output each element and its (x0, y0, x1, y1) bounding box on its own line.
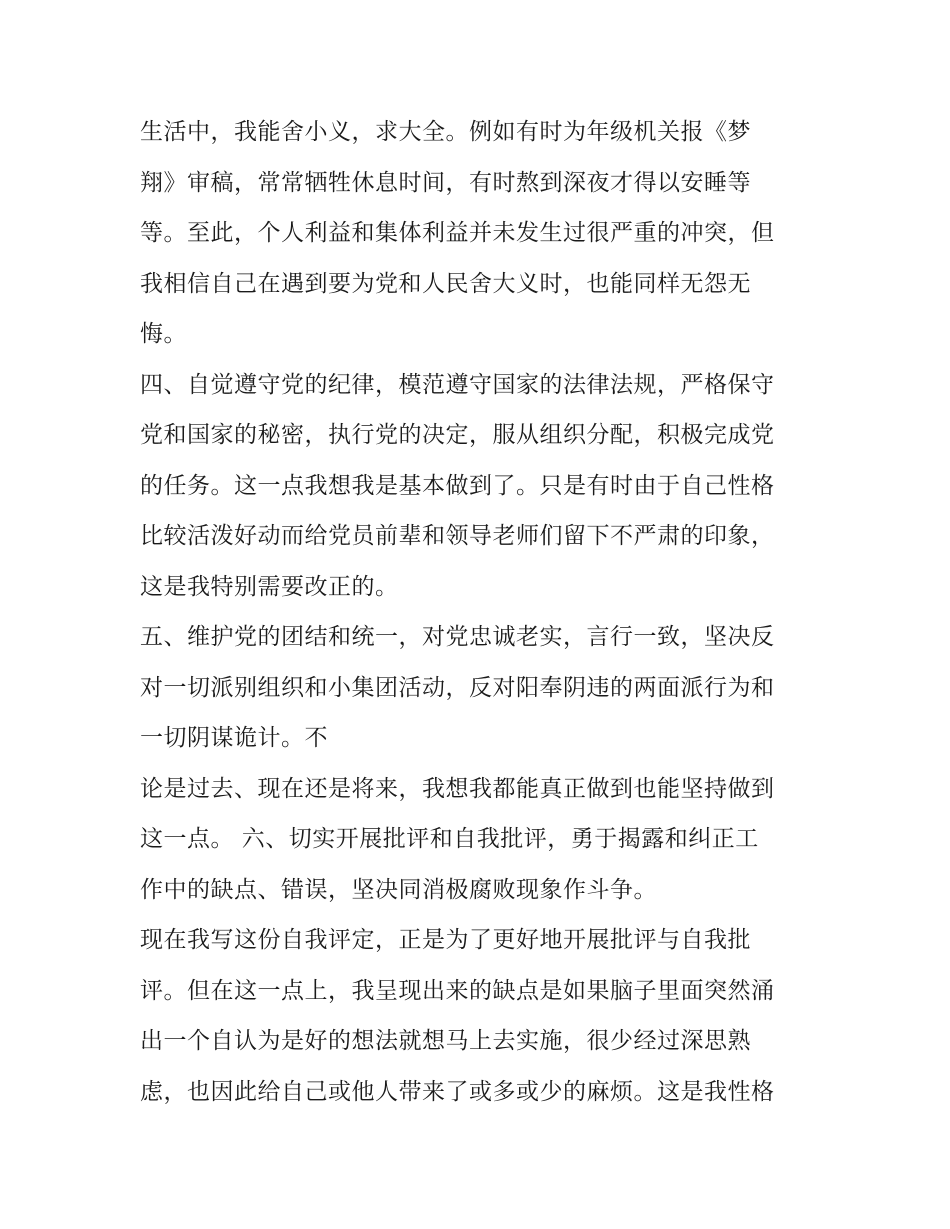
text-line: 一切阴谋诡计。不 (140, 725, 328, 751)
text-line: 这一点。 六、切实开展批评和自我批评，勇于揭露和纠正工 (140, 826, 759, 852)
text-line: 党和国家的秘密，执行党的决定，服从组织分配，积极完成党 (140, 422, 775, 448)
text-line: 出一个自认为是好的想法就想马上去实施，很少经过深思熟 (140, 1028, 751, 1054)
text-line: 比较活泼好动而给党员前辈和领导老师们留下不严肃的印象， (140, 523, 775, 549)
text-line: 对一切派别组织和小集团活动，反对阳奉阴违的两面派行为和 (140, 674, 775, 701)
text-line: 这是我特别需要改正的。 (140, 573, 399, 600)
text-line: 评。但在这一点上，我呈现出来的缺点是如果脑子里面突然涌 (140, 977, 775, 1004)
text-line: 悔。 (140, 321, 187, 347)
text-line: 论是过去、现在还是将来，我想我都能真正做到也能坚持做到 (140, 775, 775, 802)
text-line: 五、维护党的团结和统一，对党忠诚老实，言行一致，坚决反 (140, 624, 775, 650)
text-line: 现在我写这份自我评定，正是为了更好地开展批评与自我批 (140, 927, 751, 953)
text-line: 虑，也因此给自己或他人带来了或多或少的麻烦。这是我性格 (140, 1078, 775, 1105)
text-line: 等。至此，个人利益和集体利益并未发生过很严重的冲突，但 (140, 220, 775, 246)
text-line: 翔》审稿，常常牺牲休息时间，有时熬到深夜才得以安睡等 (140, 169, 751, 196)
text-line: 四、自觉遵守党的纪律，模范遵守国家的法律法规，严格保守 (140, 371, 775, 398)
text-line: 我相信自己在遇到要为党和人民舍大义时，也能同样无怨无 (140, 270, 751, 297)
text-line: 的任务。这一点我想我是基本做到了。只是有时由于自己性格 (140, 472, 775, 499)
text-line: 生活中，我能舍小义，求大全。例如有时为年级机关报《梦 (140, 119, 751, 145)
document-body (140, 107, 840, 1117)
text-line: 作中的缺点、错误，坚决同消极腐败现象作斗争。 (140, 876, 657, 903)
